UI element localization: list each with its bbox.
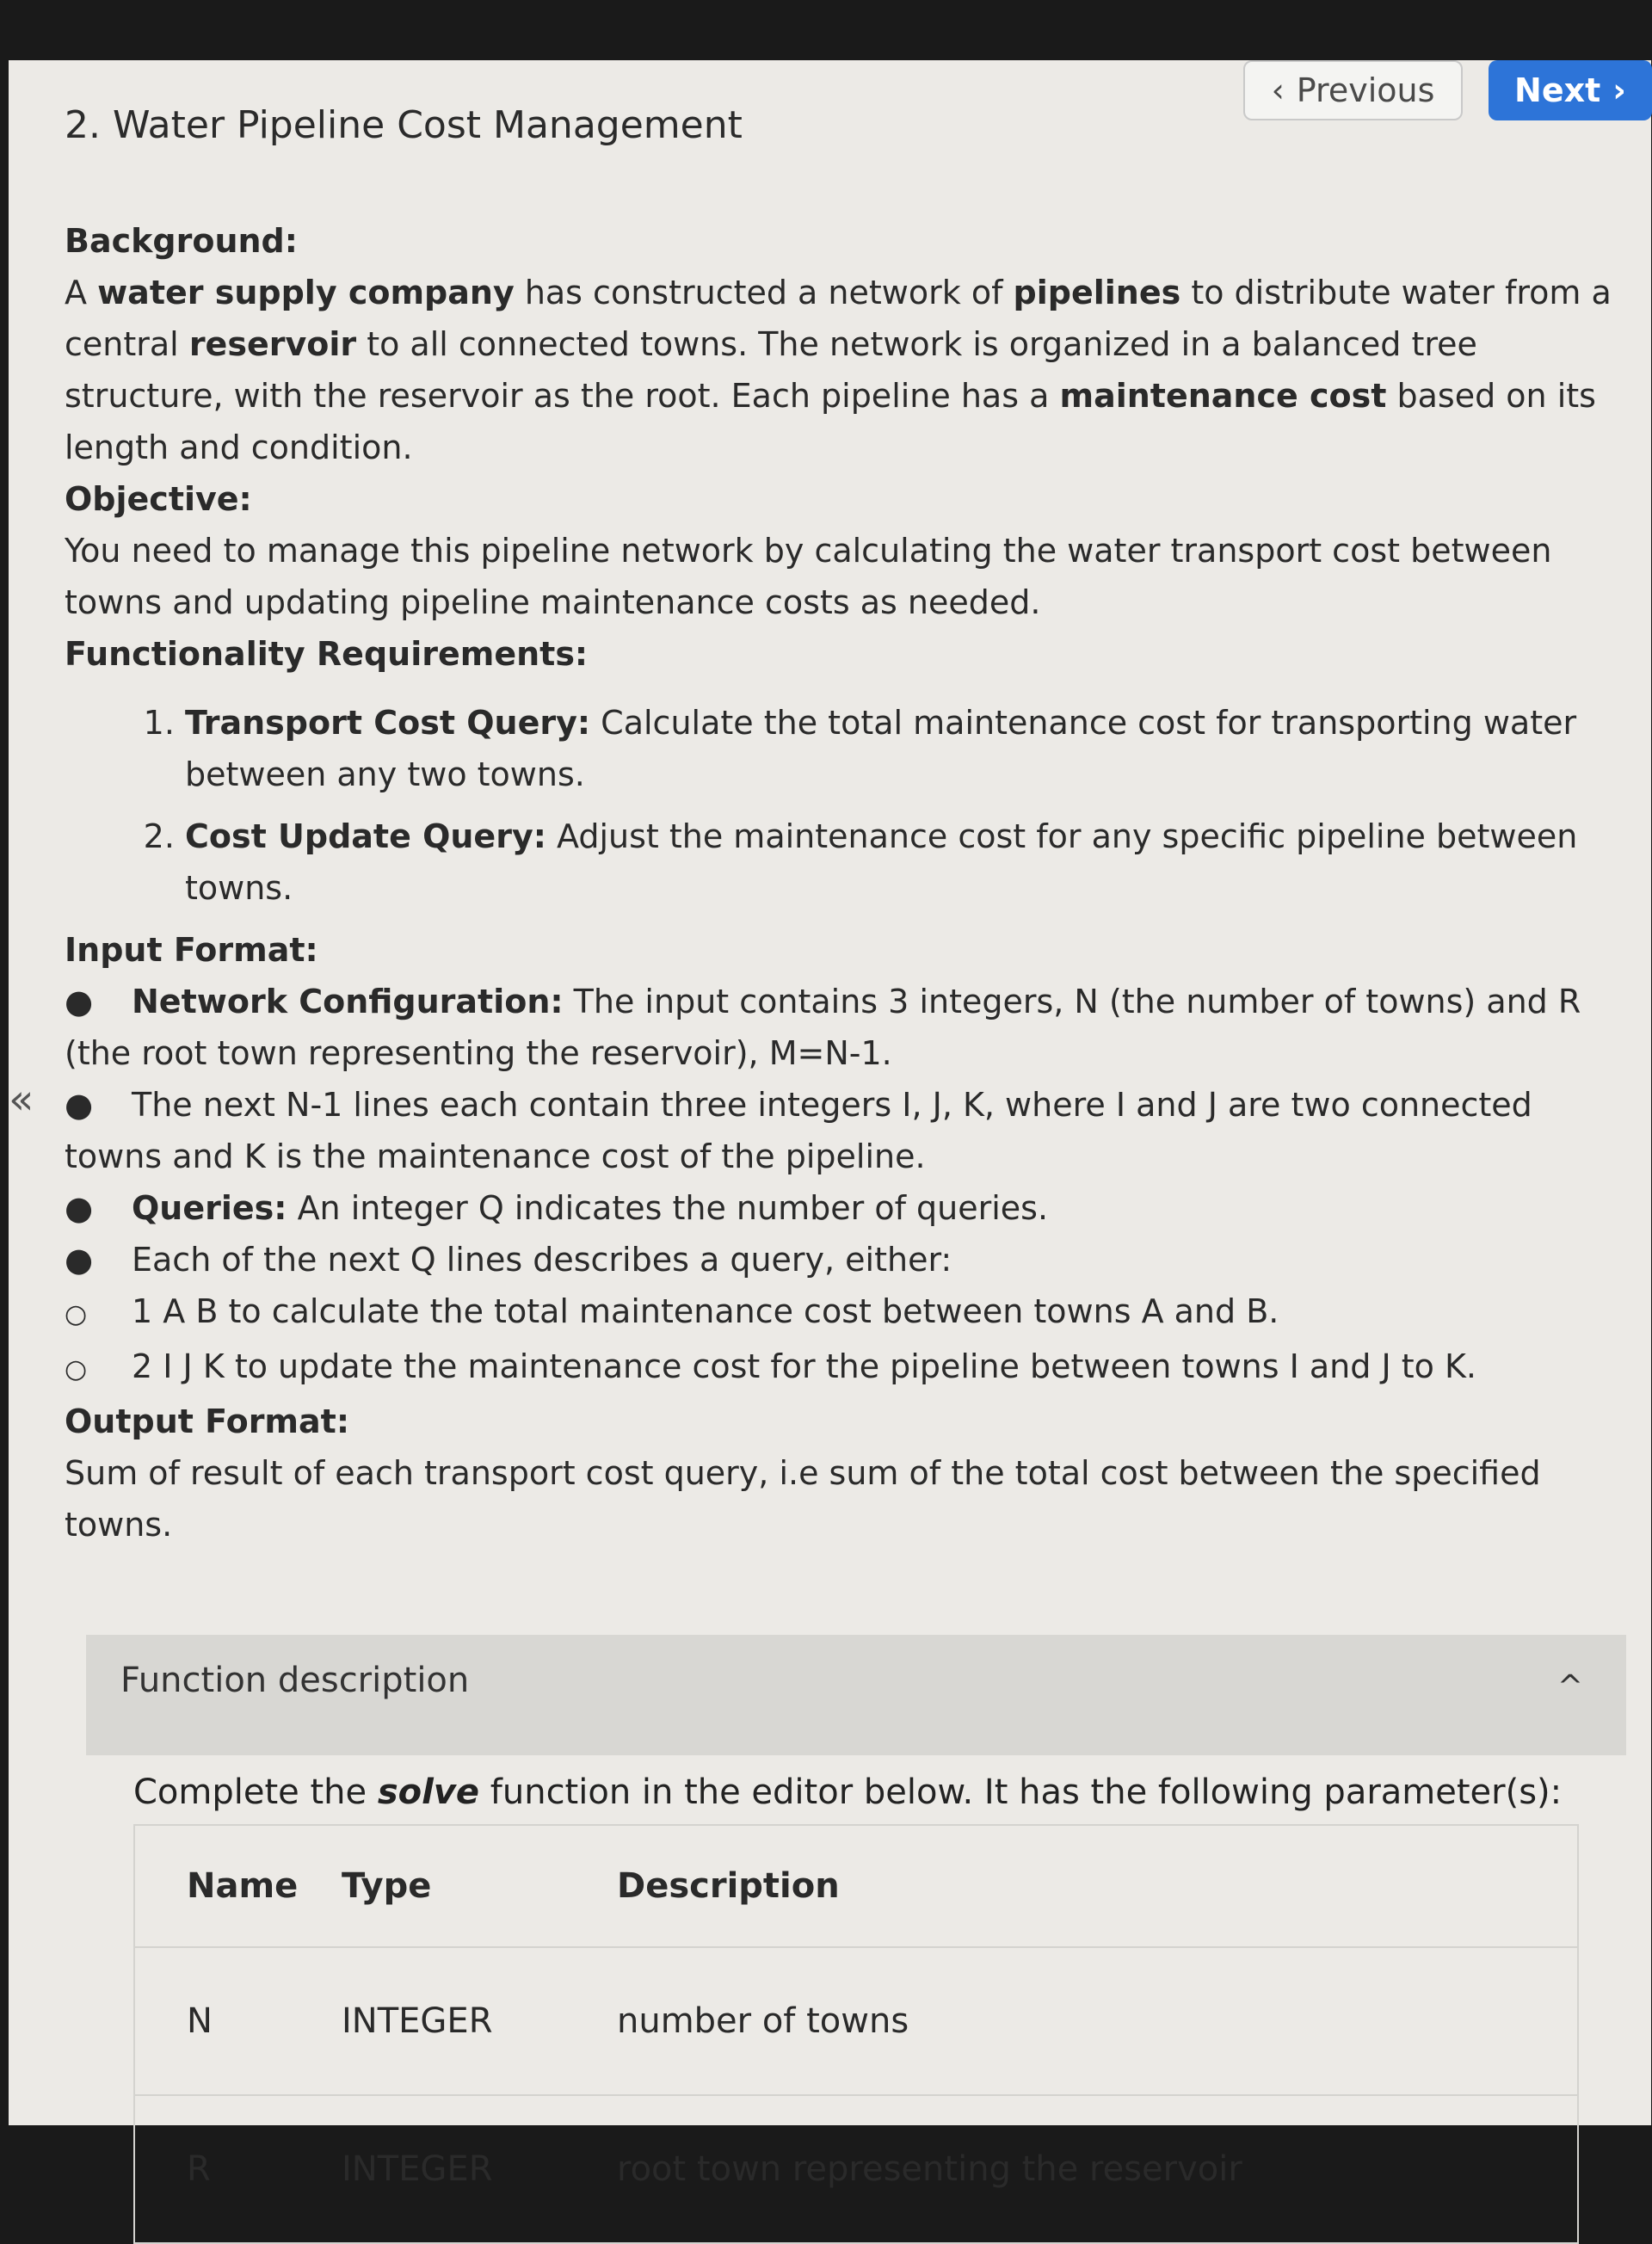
problem-header [9, 60, 1651, 189]
input-format-label: Input Format: [65, 931, 318, 969]
list-item: ● Each of the next Q lines describes a query, either: [65, 1241, 952, 1279]
param-description: number of towns [617, 2001, 909, 2041]
problem-title: 2. Water Pipeline Cost Management [65, 103, 743, 147]
previous-label: Previous [1296, 71, 1435, 109]
double-chevron-left-icon[interactable]: « [9, 1076, 34, 1124]
param-name: R [187, 2149, 211, 2189]
list-item: ● Network Configuration: The input contains 3 integers, N (the number of towns) and R (the root town representing the reservoir), M=N-1. [65, 983, 1581, 1072]
objective-label: Objective: [65, 480, 252, 518]
background-label: Background: [65, 222, 298, 260]
list-item: ○ 2 I J K to update the maintenance cost for the pipeline between towns I and J to K. [65, 1347, 1476, 1385]
objective-text: You need to manage this pipeline network by calculating the water transport cost between towns and updating pipeline maintenance costs as needed. [65, 532, 1552, 621]
chevron-right-icon: › [1612, 71, 1626, 109]
requirements-list [65, 697, 1639, 914]
column-header-name: Name [187, 1866, 299, 1906]
input-format-list [65, 976, 1639, 1396]
list-item: ● Queries: An integer Q indicates the number of queries. [65, 1189, 1049, 1227]
problem-statement [65, 215, 1639, 1550]
background-text: A water supply company has constructed a network of pipelines to distribute water from a central reservoir to all connected towns. The network is organized in a balanced tree structure, with the reservoir as the root. Each pipeline has a maintenance cost based on its length and condition. [65, 274, 1612, 466]
chevron-left-icon: ‹ [1271, 71, 1285, 109]
column-header-type: Type [342, 1866, 432, 1906]
table-header-row [135, 1826, 1577, 1946]
list-item: 1. Transport Cost Query: Calculate the total maintenance cost for transporting water between any two towns. [185, 697, 1639, 800]
problem-screen [9, 60, 1651, 2189]
next-label: Next [1514, 71, 1601, 109]
param-type: INTEGER [342, 2149, 493, 2189]
previous-button[interactable] [1243, 60, 1463, 120]
table-row [135, 1946, 1577, 2094]
list-item: 2. Cost Update Query: Adjust the maintenance cost for any specific pipeline between towns. [185, 811, 1639, 914]
chevron-up-icon: ^ [1556, 1669, 1583, 1705]
function-description-toggle[interactable] [86, 1635, 1626, 1755]
column-header-description: Description [617, 1866, 840, 1906]
output-format-label: Output Format: [65, 1402, 350, 1440]
param-type: INTEGER [342, 2001, 493, 2041]
list-item: ○ 1 A B to calculate the total maintenance cost between towns A and B. [65, 1292, 1279, 1330]
table-row [135, 2094, 1577, 2242]
function-description-text: Complete the solve function in the editor below. It has the following parameter(s): [133, 1772, 1563, 1812]
output-format-text: Sum of result of each transport cost query, i.e sum of the total cost between the specified towns. [65, 1454, 1541, 1544]
list-item: ● The next N-1 lines each contain three integers I, J, K, where I and J are two connected towns and K is the maintenance cost of the pipeline. [65, 1086, 1532, 1175]
param-name: N [187, 2001, 213, 2041]
param-description: root town representing the reservoir [617, 2149, 1242, 2189]
next-button[interactable] [1489, 60, 1652, 120]
parameters-table [133, 1824, 1579, 2244]
function-description-label: Function description [120, 1661, 470, 1700]
requirements-label: Functionality Requirements: [65, 635, 589, 673]
